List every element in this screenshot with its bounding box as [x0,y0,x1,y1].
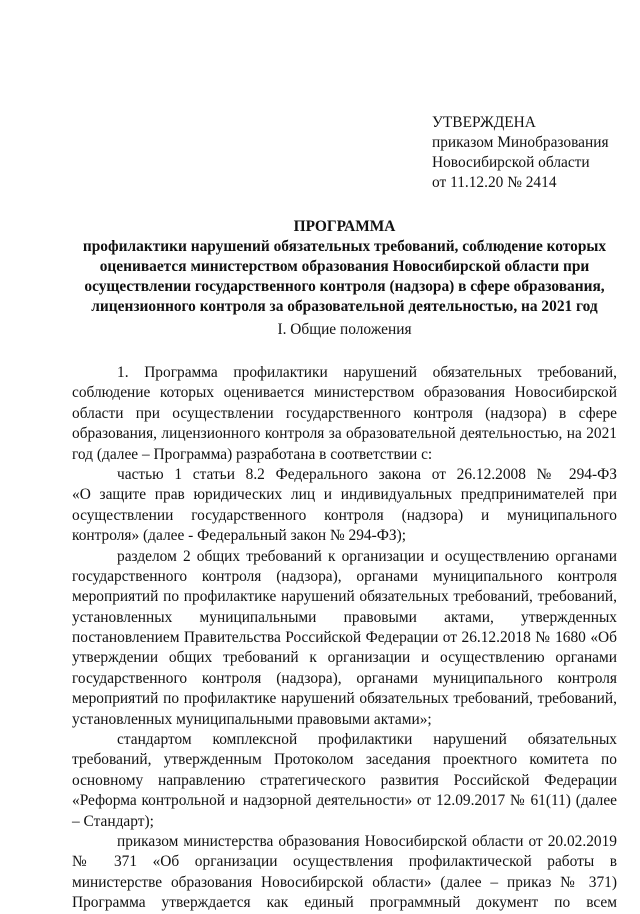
approval-line: УТВЕРЖДЕНА [432,114,536,131]
body-line: 1. Программа профилактики нарушений обязательных требований, [117,364,617,381]
body-line: № 371 «Об организации осуществления профилактической работы в [72,853,617,871]
body-line: приказом министерства образования Новосибирской области от 20.02.2019 [117,832,617,850]
body-line: государственного контроля (надзора), органами муниципального контроля [72,567,617,585]
body-line: Программа утверждается как единый программный документ по всем [72,894,617,912]
body-line: области при осуществлении государственного контроля (надзора) в сфере [72,404,617,422]
title-line: оценивается министерством образования Новосибирской области при [99,258,590,275]
body-line: разделом 2 общих требований к организации и осуществлению органами [117,547,617,565]
approval-line: приказом Минобразования [432,134,609,151]
body-line: осуществлении государственного контроля (надзора) и муниципального [72,506,617,524]
body-line: год (далее – Программа) разработана в соответствии с: [72,445,433,463]
body-line: утверждении общих требований к организации и осуществлению органами [72,649,617,667]
body-line: государственного контроля (надзора), органами муниципального контроля [72,669,617,687]
approval-line: от 11.12.20 № 2414 [432,174,557,191]
approval-line: Новосибирской области [432,154,590,171]
body-line: требований, утвержденным Протоколом заседания проектного комитета по [72,751,617,769]
body-line: министерстве образования Новосибирской области» (далее – приказ № 371) [72,873,617,891]
body-line: основному направлению стратегического развития Российской Федерации [72,771,617,789]
title-line: профилактики нарушений обязательных требований, соблюдение которых [82,238,607,255]
body-line: контроля» (далее - Федеральный закон № 294-ФЗ); [72,527,406,545]
title-line: лицензионного контроля за образовательной деятельностью, на 2021 год [91,298,598,315]
section-heading: I. Общие положения [277,321,412,338]
body-line: – Стандарт); [72,812,154,830]
body-line: соблюдение которых оценивается министерством образования Новосибирской [72,384,617,402]
document-title [72,217,617,317]
body-line: мероприятий по профилактике нарушений обязательных требований, требований, [72,588,617,606]
body-text [72,363,617,914]
body-line: образования, лицензионного контроля за образовательной деятельностью, на 2021 [72,425,617,443]
body-line: «Реформа контрольной и надзорной деятельности» от 12.09.2017 № 61(11) (далее [72,792,617,810]
approval-stamp [432,113,609,193]
body-line: мероприятий по профилактике нарушений обязательных требований, требований, [72,690,617,708]
body-line: установленных муниципальными правовыми актами, утвержденных [72,608,617,626]
title-line: осуществлении государственного контроля (надзора) в сфере образования, [84,278,605,295]
body-line: частью 1 статьи 8.2 Федерального закона от 26.12.2008 № 294-ФЗ [117,465,617,483]
body-line: стандартом комплексной профилактики нарушений обязательных [117,731,617,749]
body-line: «О защите прав юридических лиц и индивидуальных предпринимателей при [72,486,617,504]
body-line: постановлением Правительства Российской Федерации от 26.12.2018 № 1680 «Об [72,629,617,647]
body-line: установленных муниципальными правовыми актами»; [72,710,432,728]
title-line: ПРОГРАММА [293,218,396,235]
